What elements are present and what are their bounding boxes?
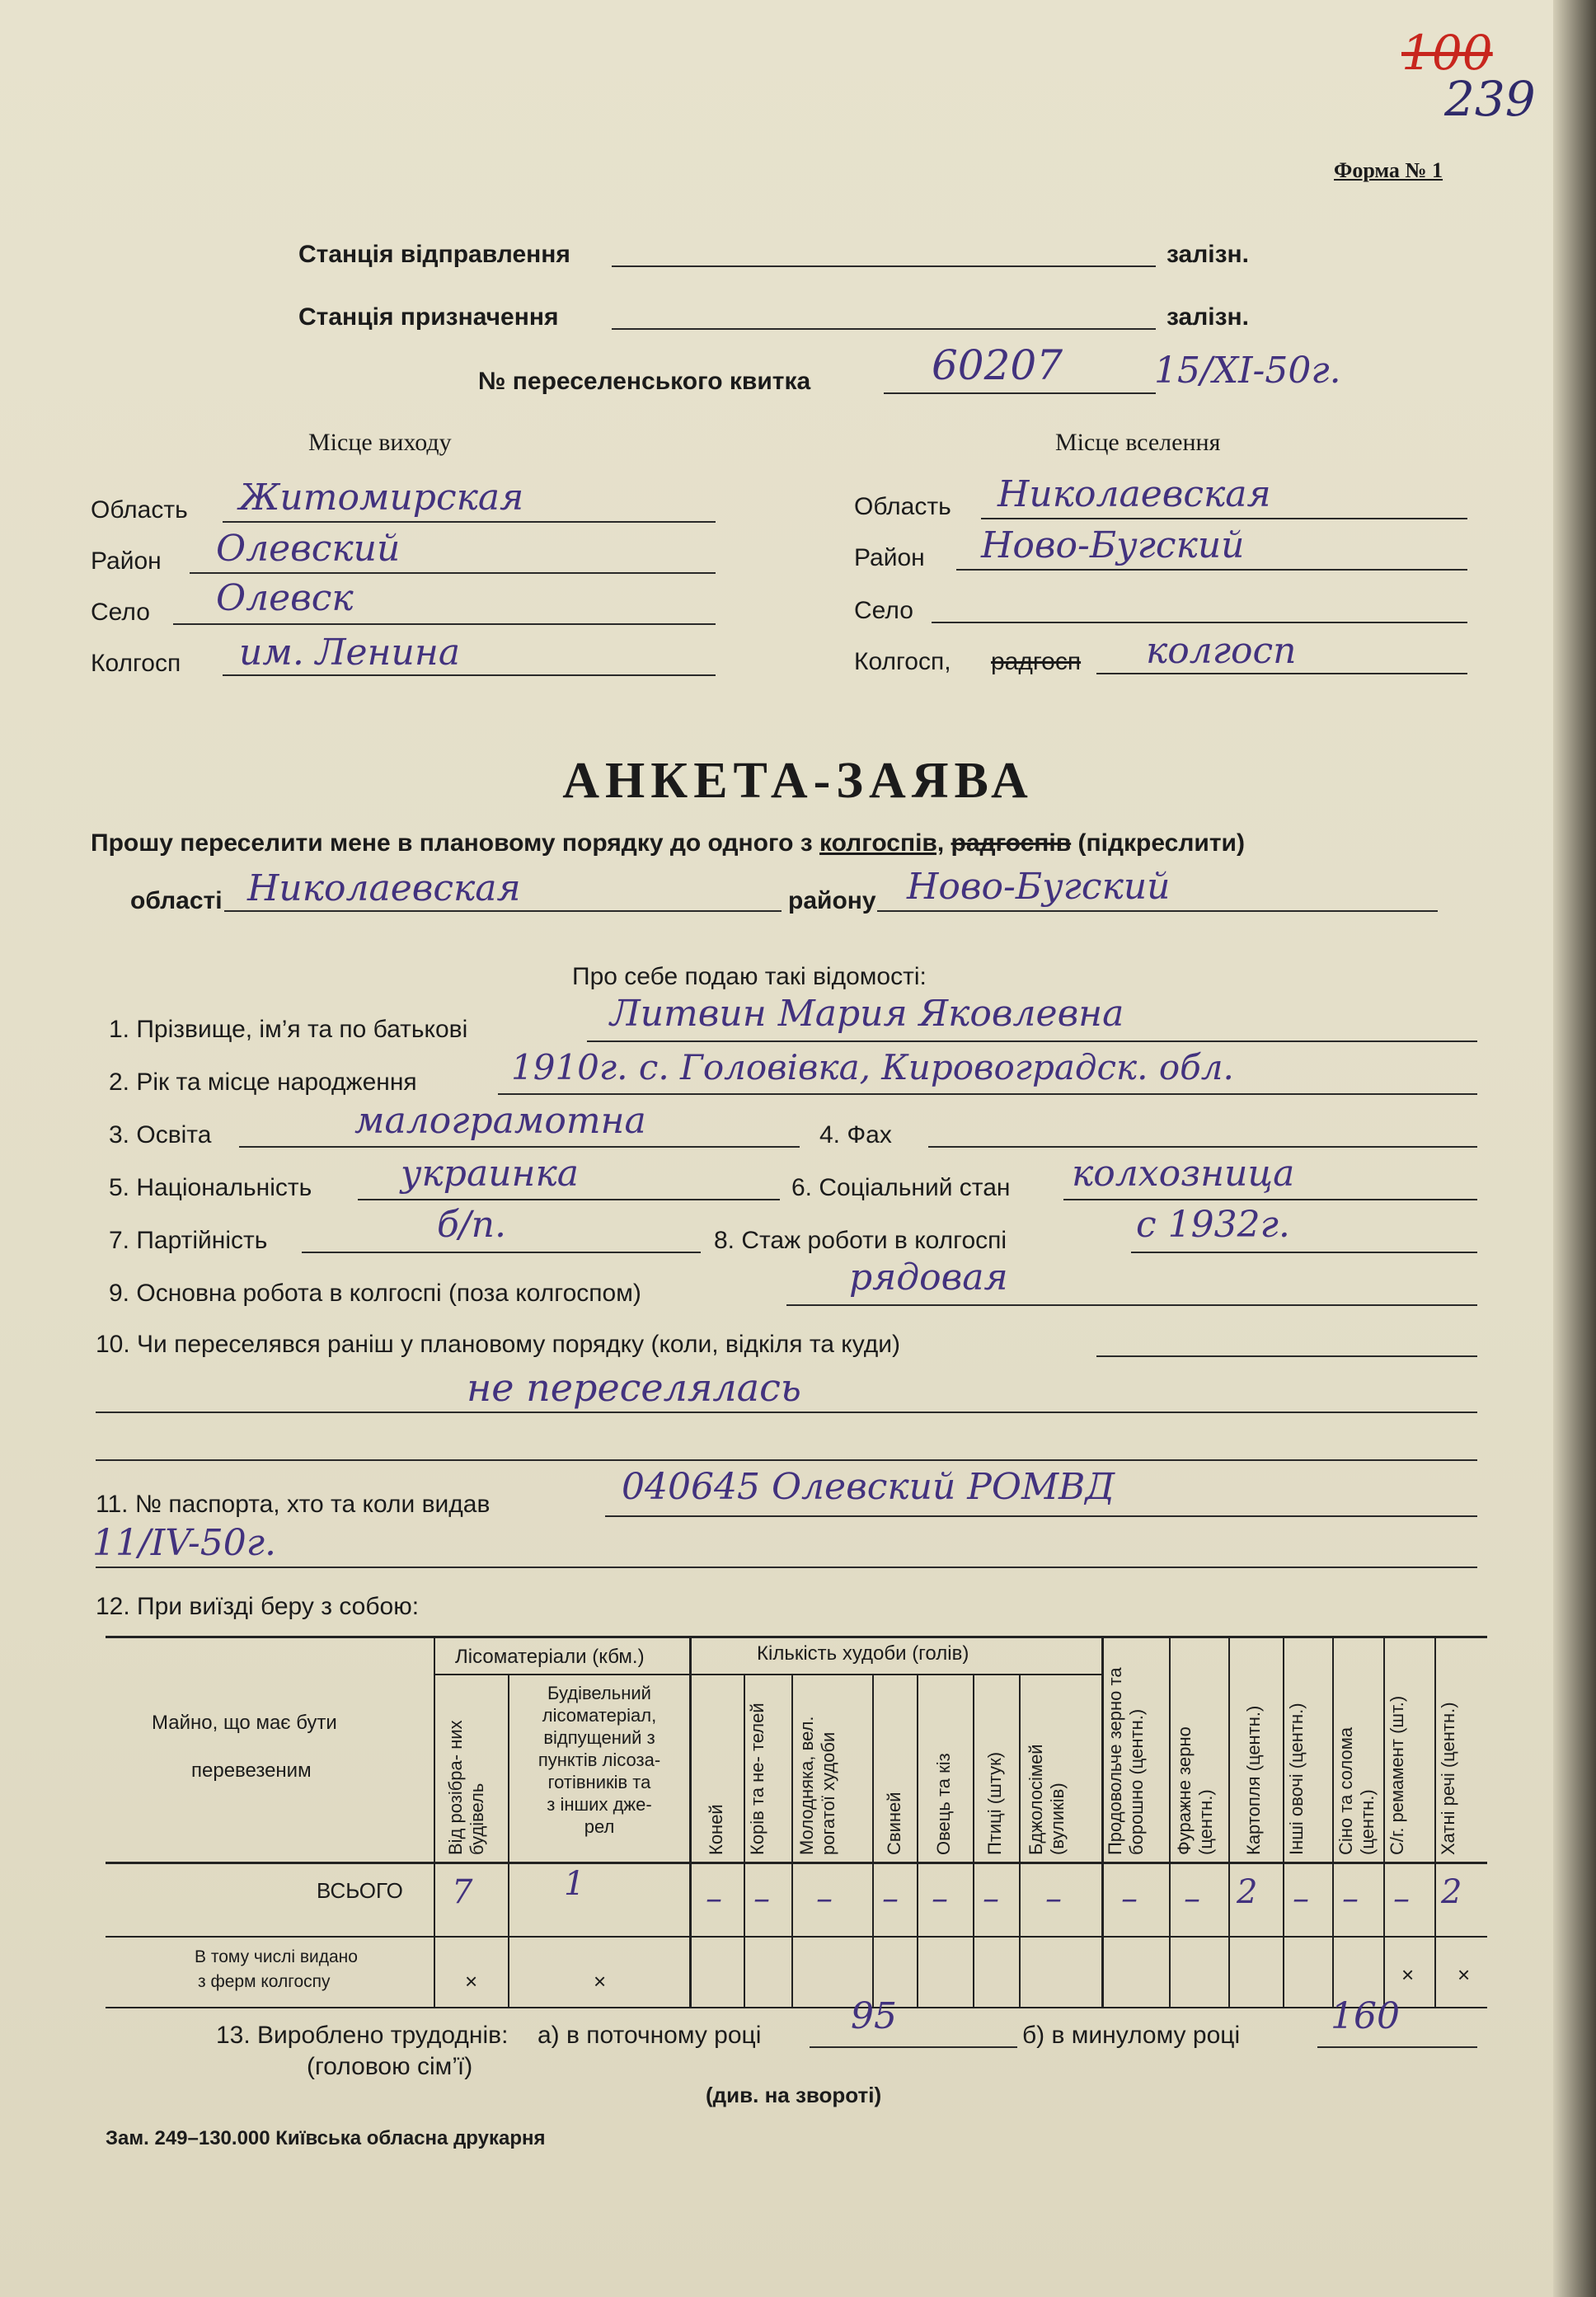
total-poultry: – xyxy=(983,1880,999,1918)
q11-value: 040645 Олевский РОМВД xyxy=(622,1466,1115,1508)
farm-cross-household: × xyxy=(1458,1962,1471,1987)
q13-b-value: 160 xyxy=(1331,1995,1400,2037)
origin-raion-label: Район xyxy=(91,547,162,575)
origin-kolhosp-line xyxy=(223,674,716,676)
table-header-bottom xyxy=(106,1862,1487,1864)
col-line xyxy=(1228,1636,1230,2007)
destination-selo-line xyxy=(932,622,1467,623)
q9-value: рядовая xyxy=(849,1257,1008,1299)
origin-heading: Місце виходу xyxy=(308,429,452,456)
origin-raion-value: Олевский xyxy=(216,528,401,570)
ticket-number: 60207 xyxy=(932,341,1063,389)
timber-group-line xyxy=(434,1674,689,1675)
total-timber1: 7 xyxy=(452,1873,473,1911)
destination-kolhosp-label: Колгосп, xyxy=(854,648,951,675)
col-header-vegetables: Інші овочі (центн.) xyxy=(1286,1703,1307,1855)
q13-sub: (головою сім’ї) xyxy=(307,2053,473,2080)
timber2-line: лісоматеріал, xyxy=(542,1705,657,1726)
destination-radhosp-struck: радгосп xyxy=(991,648,1082,675)
total-beehives: – xyxy=(1045,1880,1062,1918)
ticket-label: № переселенського квитка xyxy=(478,368,811,395)
total-pigs: – xyxy=(882,1880,899,1918)
col-line xyxy=(434,1636,435,2007)
origin-selo-value: Олевск xyxy=(216,577,354,619)
timber2-line: відпущений з xyxy=(543,1727,655,1748)
destination-selo-label: Село xyxy=(854,597,913,624)
q10-line-a xyxy=(1096,1355,1477,1357)
col-line xyxy=(1019,1674,1021,2007)
origin-raion-line xyxy=(190,572,716,574)
farm-cross-timber2: × xyxy=(594,1969,607,1994)
col-line xyxy=(744,1674,745,2007)
total-cows: – xyxy=(753,1880,770,1918)
q2-label: 2. Рік та місце народження xyxy=(109,1069,417,1096)
destination-kolhosp-value: колгосп xyxy=(1146,630,1297,672)
q5-value: украинка xyxy=(401,1153,580,1195)
destination-oblast-label: Область xyxy=(854,493,951,520)
q13-a-label: а) в поточному році xyxy=(537,2022,762,2049)
q9-line xyxy=(786,1304,1477,1306)
q13-label: 13. Вироблено трудоднів: xyxy=(216,2022,509,2049)
printer-imprint: Зам. 249–130.000 Київська обласна друкарня xyxy=(106,2127,546,2149)
col-line xyxy=(1332,1636,1334,2007)
total-grain: – xyxy=(1121,1880,1138,1918)
q11-line-a xyxy=(605,1515,1477,1517)
form-label: Форма № 1 xyxy=(1334,158,1443,182)
destination-raion-label: Район xyxy=(854,544,925,571)
timber2-line: готівників та xyxy=(547,1772,651,1792)
total-sheep: – xyxy=(932,1880,948,1918)
q6-line xyxy=(1063,1199,1477,1200)
total-household: 2 xyxy=(1441,1873,1462,1911)
col-line xyxy=(1101,1636,1104,2007)
request-text-a: Прошу переселити мене в плановому порядку до одного з xyxy=(91,829,819,857)
q5-line xyxy=(358,1199,780,1200)
destination-raion-line xyxy=(956,569,1467,571)
col-header-grain: Продовольче зерно та борошно (центн.) xyxy=(1105,1667,1147,1855)
total-potatoes: 2 xyxy=(1237,1873,1258,1911)
livestock-group-line xyxy=(689,1674,1101,1675)
q7-value: б/п. xyxy=(437,1204,507,1246)
origin-oblast-label: Область xyxy=(91,496,188,524)
q3-label: 3. Освіта xyxy=(109,1121,212,1148)
timber-group-header: Лісоматеріали (кбм.) xyxy=(455,1646,645,1668)
form-title: АНКЕТА-ЗАЯВА xyxy=(562,753,1034,809)
q5-label: 5. Національність xyxy=(109,1174,312,1201)
archive-number-struck: 100 xyxy=(1401,25,1493,81)
q9-label: 9. Основна робота в колгоспі (поза колгоспом) xyxy=(109,1280,641,1307)
about-heading: Про себе подаю такі відомості: xyxy=(572,963,927,990)
request-raionu-label: району xyxy=(788,887,876,914)
q13-a-line xyxy=(810,2046,1017,2048)
q6-value: колхозница xyxy=(1072,1153,1295,1195)
destination-heading: Місце вселення xyxy=(1055,429,1221,456)
farm-cross-equipment: × xyxy=(1401,1962,1415,1987)
station-departure-suffix: залізн. xyxy=(1166,241,1249,268)
col-header-equipment: С/г. ремамент (шт.) xyxy=(1387,1695,1407,1855)
origin-kolhosp-label: Колгосп xyxy=(91,650,181,677)
col-line xyxy=(1169,1636,1171,2007)
col-line xyxy=(1434,1636,1436,2007)
station-destination-line xyxy=(612,328,1156,330)
q3-value: малограмотна xyxy=(354,1100,646,1142)
q8-line xyxy=(1131,1252,1477,1253)
q4-label: 4. Фах xyxy=(819,1121,892,1148)
col-line xyxy=(973,1674,974,2007)
row-farm-label-b: з ферм колгоспу xyxy=(198,1972,331,1991)
col-header-sheep: Овець та кіз xyxy=(933,1753,954,1855)
row-total-label: ВСЬОГО xyxy=(317,1878,403,1903)
timber2-line: з інших дже- xyxy=(547,1794,652,1815)
q4-line xyxy=(928,1146,1477,1148)
q7-label: 7. Партійність xyxy=(109,1227,268,1254)
q1-value: Литвин Мария Яковлевна xyxy=(610,993,1124,1035)
farm-cross-timber1: × xyxy=(465,1969,478,1994)
archive-number: 239 xyxy=(1444,71,1536,127)
col-line xyxy=(1283,1636,1284,2007)
station-departure-label: Станція відправлення xyxy=(298,241,570,268)
col-header-poultry: Птиці (штук) xyxy=(984,1751,1005,1855)
col-header-horses: Коней xyxy=(706,1804,726,1855)
q6-label: 6. Соціальний стан xyxy=(791,1174,1011,1201)
q7-line xyxy=(302,1252,701,1253)
livestock-group-header: Кількість худоби (голів) xyxy=(757,1642,969,1665)
origin-kolhosp-value: им. Ленина xyxy=(239,632,461,674)
see-reverse: (див. на звороті) xyxy=(706,2083,882,2107)
table-bottom-border xyxy=(106,2007,1487,2008)
q8-label: 8. Стаж роботи в колгоспі xyxy=(714,1227,1007,1254)
total-equipment: – xyxy=(1393,1880,1410,1918)
station-departure-line xyxy=(612,265,1156,267)
total-horses: – xyxy=(706,1880,722,1918)
origin-selo-label: Село xyxy=(91,599,150,626)
q10-line-b xyxy=(96,1412,1477,1413)
destination-oblast-line xyxy=(981,518,1467,519)
col0-header-a: Майно, що має бути xyxy=(152,1712,337,1734)
request-text-b: (підкреслити) xyxy=(1071,829,1245,857)
q8-value: с 1932г. xyxy=(1136,1204,1290,1246)
ticket-date: 15/XI-50г. xyxy=(1154,350,1341,392)
request-oblasti-value: Николаевская xyxy=(247,867,521,909)
timber2-line: пунктів лісоза- xyxy=(537,1750,661,1770)
total-vegetables: – xyxy=(1293,1880,1309,1918)
col-line xyxy=(689,1636,692,2007)
row-farm-label-a: В тому числі видано xyxy=(195,1947,358,1966)
col-line xyxy=(1383,1636,1385,2007)
timber2-line: рел xyxy=(584,1816,615,1837)
request-raionu-value: Ново-Бугский xyxy=(907,866,1171,908)
request-oblasti-line xyxy=(224,910,782,912)
request-line xyxy=(91,829,1245,857)
q1-line xyxy=(587,1040,1477,1042)
table-top-border xyxy=(106,1636,1487,1638)
request-oblasti-label: області xyxy=(130,887,223,914)
table-total-bottom xyxy=(106,1936,1487,1938)
q3-line xyxy=(239,1146,800,1148)
col-line xyxy=(791,1674,793,2007)
q12-label: 12. При виїзді беру з собою: xyxy=(96,1593,420,1620)
destination-raion-value: Ново-Бугский xyxy=(981,524,1245,566)
total-young-cattle: – xyxy=(816,1880,833,1918)
origin-oblast-value: Житомирская xyxy=(239,477,524,519)
q11-value-date: 11/IV-50г. xyxy=(92,1522,277,1564)
request-kolhospiv: колгоспів, xyxy=(819,829,945,857)
request-radhospiv-struck: радгоспів xyxy=(951,829,1072,857)
destination-oblast-value: Николаевская xyxy=(998,473,1271,515)
col-line xyxy=(872,1674,874,2007)
col-line xyxy=(917,1674,918,2007)
col-timber2-header xyxy=(509,1682,689,1838)
col-header-young-cattle: Молодняка, вел. рогатої худоби xyxy=(796,1716,838,1855)
q10-label: 10. Чи переселявся раніш у плановому порядку (коли, відкіля та куди) xyxy=(96,1331,901,1358)
col-header-cows: Корів та не- телей xyxy=(747,1703,767,1855)
q10-value: не переселялась xyxy=(467,1365,801,1410)
origin-oblast-line xyxy=(223,521,716,523)
destination-kolhosp-line xyxy=(1096,673,1467,674)
q2-value: 1910г. с. Головiвка, Кировоградск. обл. xyxy=(511,1047,1234,1087)
timber2-line: Будівельний xyxy=(547,1683,651,1703)
origin-selo-line xyxy=(173,623,716,625)
q11-label: 11. № паспорта, хто та коли видав xyxy=(96,1491,491,1518)
col-header-household: Хатні речі (центн.) xyxy=(1438,1702,1458,1855)
ticket-line xyxy=(884,392,1156,394)
q13-b-label: б) в минулому році xyxy=(1022,2022,1241,2049)
q13-a-value: 95 xyxy=(851,1995,897,2037)
q10-line-c xyxy=(96,1459,1477,1461)
request-raionu-line xyxy=(877,910,1438,912)
col-header-fodder: Фуражне зерно (центн.) xyxy=(1174,1726,1216,1855)
col-header-pigs: Свиней xyxy=(884,1792,904,1855)
col-header-potatoes: Картопля (центн.) xyxy=(1243,1705,1264,1855)
col0-header-b: перевезеним xyxy=(191,1759,312,1782)
station-destination-label: Станція призначення xyxy=(298,303,559,331)
q13-b-line xyxy=(1317,2046,1477,2048)
station-destination-suffix: залізн. xyxy=(1166,303,1249,331)
q11-line-b xyxy=(96,1567,1477,1568)
total-timber2: 1 xyxy=(564,1865,585,1903)
col-timber1-header: Від розібра- них будівель xyxy=(445,1720,487,1855)
col-header-beehives: Бджолосімей (вуликів) xyxy=(1026,1744,1068,1855)
col-header-hay: Сіно та солома (центн.) xyxy=(1335,1726,1378,1855)
total-hay: – xyxy=(1342,1880,1359,1918)
q1-label: 1. Прізвище, ім’я та по батькові xyxy=(109,1016,468,1043)
q2-line xyxy=(498,1093,1477,1095)
total-fodder: – xyxy=(1184,1880,1200,1918)
page-edge-shadow xyxy=(1553,0,1596,2297)
